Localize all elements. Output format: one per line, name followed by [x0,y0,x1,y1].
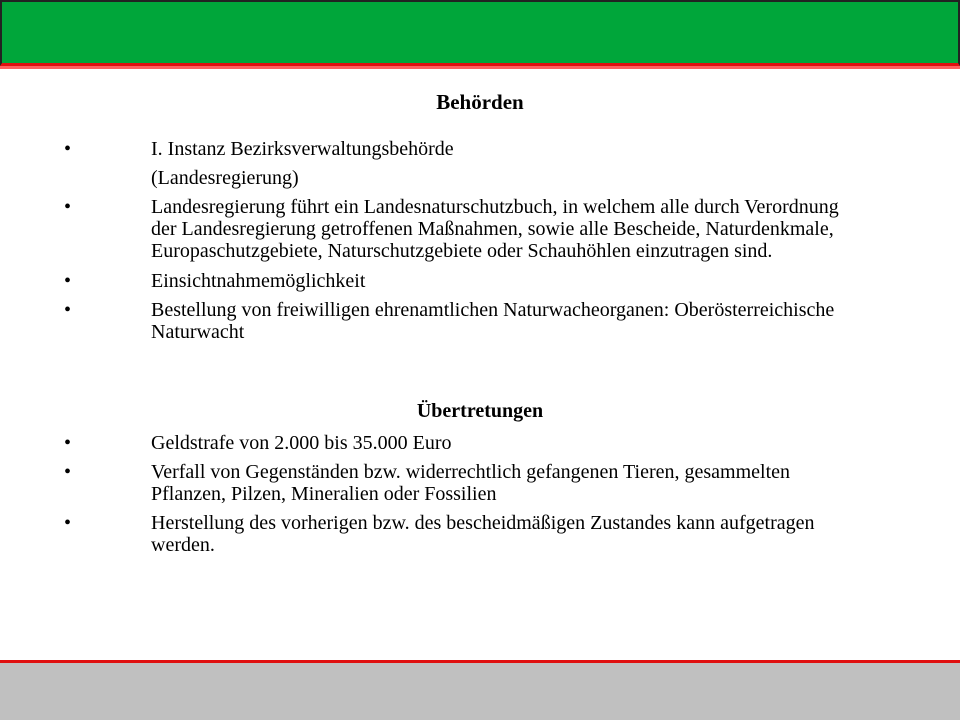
list-item-text: Bestellung von freiwilligen ehrenamtlichen Naturwacheorganen: Oberösterreichische Naturwacht [151,299,835,343]
footer-bar [0,660,960,720]
bullet-icon: • [64,512,72,534]
list-item-text: Landesregierung führt ein Landesnaturschutzbuch, in welchem alle durch Verordnung der Landesregierung getroffenen Maßnahmen, sowie alle Bescheide, Naturdenkmale, Europaschutzgebiete, Naturschutzgebiete oder Schauhöhlen einzutragen sind. [151,196,839,262]
list-item [0,138,960,160]
behoerden-list [0,138,960,343]
bullet-icon: • [64,299,72,321]
bullet-icon: • [64,432,72,454]
list-item [0,196,960,262]
list-item-text: Einsichtnahmemöglichkeit [151,270,366,292]
list-item [0,167,960,189]
list-item [0,432,960,454]
list-item [0,461,960,505]
section-title-uebertretungen: Übertretungen [416,400,544,422]
list-item-text: Geldstrafe von 2.000 bis 35.000 Euro [151,432,452,454]
section-title-behoerden: Behörden [436,90,524,114]
list-item-text: (Landesregierung) [151,167,299,189]
uebertretungen-list [0,432,960,563]
bullet-icon: • [64,138,72,160]
list-item [0,512,960,556]
bullet-icon: • [64,196,72,218]
list-item [0,270,960,292]
header-bar [0,0,960,66]
list-item-text: Verfall von Gegenständen bzw. widerrechtlich gefangenen Tieren, gesammelten Pflanzen, Pilzen, Mineralien oder Fossilien [151,461,791,505]
list-item-text: Herstellung des vorherigen bzw. des bescheidmäßigen Zustandes kann aufgetragen werden. [151,512,815,556]
list-item [0,299,960,343]
list-item-text: I. Instanz Bezirksverwaltungsbehörde [151,138,454,160]
bullet-icon: • [64,461,72,483]
bullet-icon: • [64,270,72,292]
